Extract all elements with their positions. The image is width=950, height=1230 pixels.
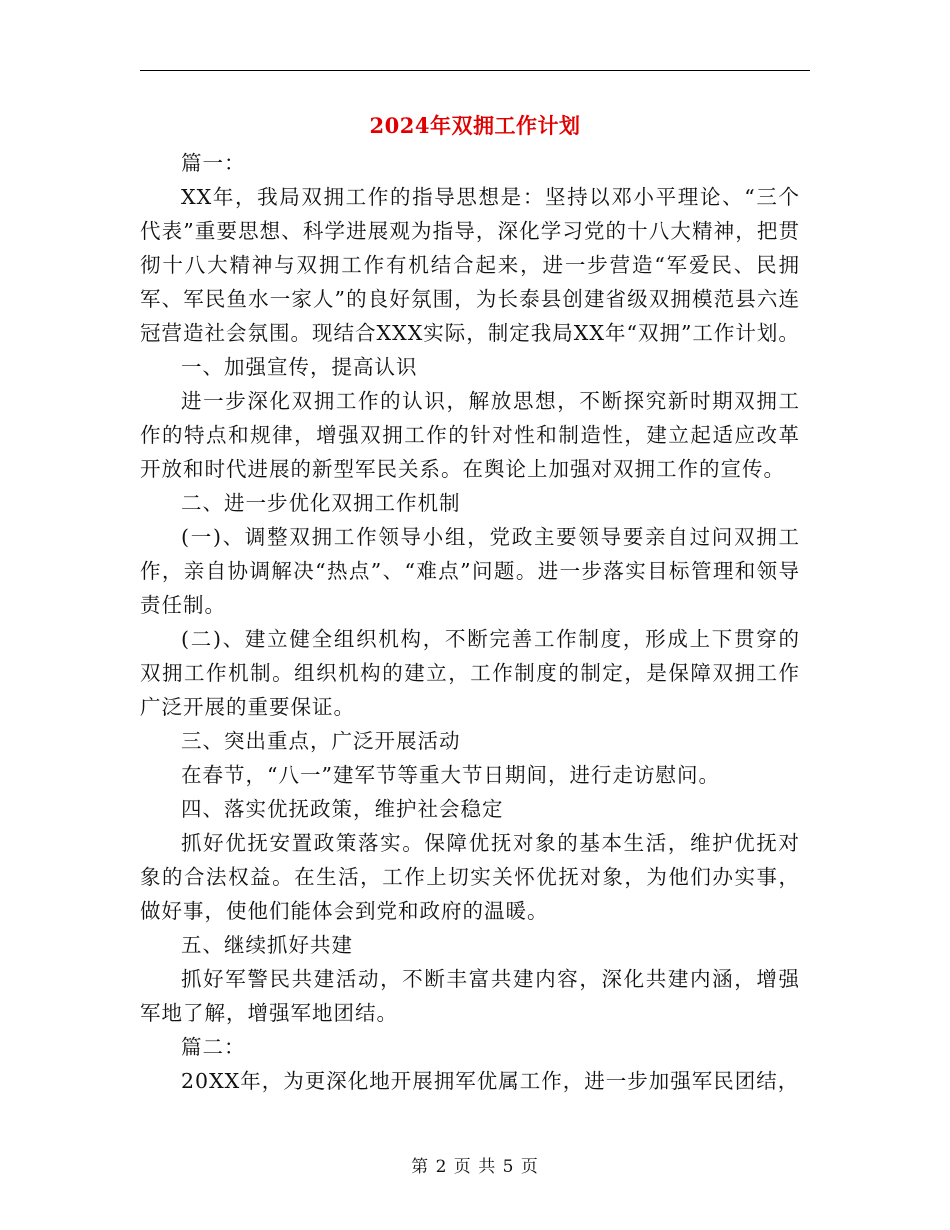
document-title: 2024年双拥工作计划 bbox=[369, 113, 581, 138]
paragraph: 一、加强宣传，提高认识 bbox=[181, 355, 418, 379]
paragraph: (二)、建立健全组织机构，不断完善工作制度，形成上下贯穿的双拥工作机制。组织机构的建立，工作制度的制定，是保障双拥工作广泛开展的重要保证。 bbox=[140, 627, 800, 719]
paragraph: 抓好军警民共建活动，不断丰富共建内容，深化共建内涵，增强军地了解，增强军地团结。 bbox=[140, 967, 800, 1025]
paragraph: 五、继续抓好共建 bbox=[181, 933, 353, 957]
header-rule bbox=[140, 70, 810, 71]
paragraph: 进一步深化双拥工作的认识，解放思想，不断探究新时期双拥工作的特点和规律，增强双拥工作的针对性和制造性，建立起适应改革开放和时代进展的新型军民关系。在舆论上加强对双拥工作的宣传。 bbox=[140, 389, 800, 481]
paragraph: 四、落实优抚政策，维护社会稳定 bbox=[181, 797, 504, 821]
paragraph: 20XX年，为更深化地开展拥军优属工作，进一步加强军民团结， bbox=[181, 1069, 800, 1093]
page-number: 第 2 页 共 5 页 bbox=[411, 1157, 539, 1177]
paragraph: 篇一： bbox=[181, 151, 246, 175]
paragraph: XX年，我局双拥工作的指导思想是：坚持以邓小平理论、“三个代表”重要思想、科学进展观为指导，深化学习党的十八大精神，把贯彻十八大精神与双拥工作有机结合起来，进一步营造“军爱民、民拥军、军民鱼水一家人”的良好氛围，为长泰县创建省级双拥模范县六连冠营造社会氛围。现结合XXX实际，制定我局XX年“双拥”工作计划。 bbox=[140, 185, 800, 345]
document-body bbox=[140, 146, 800, 1098]
paragraph: 二、进一步优化双拥工作机制 bbox=[181, 491, 461, 515]
paragraph: (一)、调整双拥工作领导小组，党政主要领导要亲自过问双拥工作，亲自协调解决“热点”、“难点”问题。进一步落实目标管理和领导责任制。 bbox=[140, 525, 800, 617]
paragraph: 篇二： bbox=[181, 1035, 246, 1059]
paragraph: 抓好优抚安置政策落实。保障优抚对象的基本生活，维护优抚对象的合法权益。在生活，工作上切实关怀优抚对象，为他们办实事，做好事，使他们能体会到党和政府的温暖。 bbox=[140, 831, 800, 923]
paragraph: 三、突出重点，广泛开展活动 bbox=[181, 729, 461, 753]
paragraph: 在春节，“八一”建军节等重大节日期间，进行走访慰问。 bbox=[181, 763, 720, 787]
